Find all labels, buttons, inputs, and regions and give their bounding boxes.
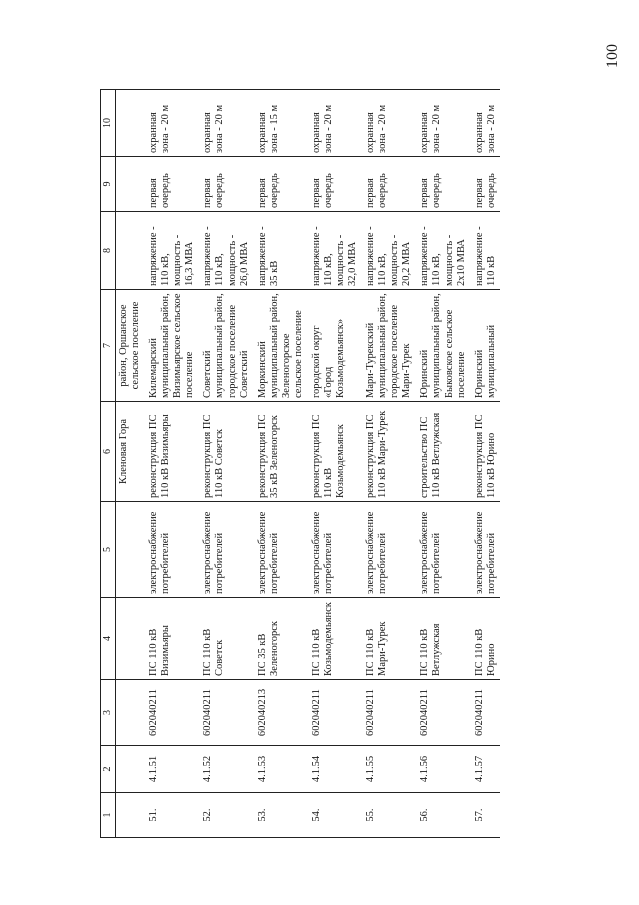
row-number-cell: 56. <box>415 793 469 838</box>
column-header-8: 8 <box>101 212 116 290</box>
object-name-cell: ПС 110 кВ Юрино <box>470 598 500 680</box>
purpose-cell: электроснабжение потребителей <box>144 502 198 598</box>
object-code-cell: 602040211 <box>415 680 469 746</box>
purpose-cell: электроснабжение потребителей <box>198 502 252 598</box>
row-number-cell: 53. <box>253 793 307 838</box>
works-cell: реконструкция ПС 110 кВ Визимьяры <box>144 402 198 502</box>
stage-cell: первая очередь <box>415 157 469 212</box>
parameters-cell: напряжение - 35 кВ <box>253 212 307 290</box>
object-code-cell: 602040213 <box>253 680 307 746</box>
column-header-4: 4 <box>101 598 116 680</box>
column-number-row <box>101 90 116 838</box>
object-code-cell: 602040211 <box>470 680 500 746</box>
object-code-cell: 602040211 <box>361 680 415 746</box>
column-header-9: 9 <box>101 157 116 212</box>
purpose-cell: электроснабжение потребителей <box>361 502 415 598</box>
location-cell: Юринский муниципальный <box>470 290 500 402</box>
works-cell: строительство ПС 110 кВ Ветлужская <box>415 402 469 502</box>
table-row <box>144 90 198 838</box>
works-cell: реконструкция ПС 110 кВ Козьмодемьянск <box>307 402 361 502</box>
location-cell: Килемарский муниципальный район, Визимьярское сельское поселение <box>144 290 198 402</box>
stage-cell: первая очередь <box>361 157 415 212</box>
stage-cell: первая очередь <box>307 157 361 212</box>
column-header-10: 10 <box>101 90 116 157</box>
row-number-cell: 54. <box>307 793 361 838</box>
object-code-cell: 602040211 <box>198 680 252 746</box>
row-number-cell: 51. <box>144 793 198 838</box>
table-row <box>307 90 361 838</box>
substation-table <box>100 89 500 838</box>
row-number-cell: 55. <box>361 793 415 838</box>
column-header-6: 6 <box>101 402 116 502</box>
parameters-cell: напряжение - 110 кВ, мощность - 2x10 МВА <box>415 212 469 290</box>
stage-cell: первая очередь <box>470 157 500 212</box>
item-code-cell: 4.1.55 <box>361 746 415 793</box>
parameters-cell: напряжение - 110 кВ, мощность - 20,2 МВА <box>361 212 415 290</box>
protection-zone-cell: охранная зона - 20 м <box>415 90 469 157</box>
carryover-col6: Кленовая Гора <box>116 402 145 502</box>
object-name-cell: ПС 110 кВ Ветлужская <box>415 598 469 680</box>
item-code-cell: 4.1.53 <box>253 746 307 793</box>
object-code-cell: 602040211 <box>144 680 198 746</box>
parameters-cell: напряжение - 110 кВ <box>470 212 500 290</box>
protection-zone-cell: охранная зона - 15 м <box>253 90 307 157</box>
protection-zone-cell: охранная зона - 20 м <box>198 90 252 157</box>
works-cell: реконструкция ПС 35 кВ Зеленогорск <box>253 402 307 502</box>
object-name-cell: ПС 35 кВ Зеленогорск <box>253 598 307 680</box>
row-number-cell: 52. <box>198 793 252 838</box>
carryover-row <box>116 90 145 838</box>
location-cell: Моркинский муниципальный район, Зеленогорское сельское поселение <box>253 290 307 402</box>
table-row <box>415 90 469 838</box>
stage-cell: первая очередь <box>253 157 307 212</box>
column-header-2: 2 <box>101 746 116 793</box>
object-name-cell: ПС 110 кВ Визимьяры <box>144 598 198 680</box>
parameters-cell: напряжение - 110 кВ, мощность - 16,3 МВА <box>144 212 198 290</box>
column-header-7: 7 <box>101 290 116 402</box>
item-code-cell: 4.1.57 <box>470 746 500 793</box>
parameters-cell: напряжение - 110 кВ, мощность - 32,0 МВА <box>307 212 361 290</box>
works-cell: реконструкция ПС 110 кВ Советск <box>198 402 252 502</box>
location-cell: Юринский муниципальный район, Быковское сельское поселение <box>415 290 469 402</box>
page-number: 100 <box>604 44 621 68</box>
purpose-cell: электроснабжение потребителей <box>415 502 469 598</box>
table-row <box>253 90 307 838</box>
table-row <box>470 90 500 838</box>
protection-zone-cell: охранная зона - 20 м <box>307 90 361 157</box>
location-cell: городской округ «Город Козьмодемьянск» <box>307 290 361 402</box>
works-cell: реконструкция ПС 110 кВ Мари-Турек <box>361 402 415 502</box>
object-name-cell: ПС 110 кВ Советск <box>198 598 252 680</box>
object-name-cell: ПС 110 кВ Мари-Турек <box>361 598 415 680</box>
row-number-cell: 57. <box>470 793 500 838</box>
item-code-cell: 4.1.51 <box>144 746 198 793</box>
protection-zone-cell: охранная зона - 20 м <box>144 90 198 157</box>
stage-cell: первая очередь <box>144 157 198 212</box>
object-name-cell: ПС 110 кВ Козьмодемьянск <box>307 598 361 680</box>
purpose-cell: электроснабжение потребителей <box>307 502 361 598</box>
location-cell: Мари-Турекский муниципальный район, городское поселение Мари-Турек <box>361 290 415 402</box>
protection-zone-cell: охранная зона - 20 м <box>470 90 500 157</box>
parameters-cell: напряжение - 110 кВ, мощность - 26,0 МВА <box>198 212 252 290</box>
table-row <box>361 90 415 838</box>
works-cell: реконструкция ПС 110 кВ Юрино <box>470 402 500 502</box>
column-header-3: 3 <box>101 680 116 746</box>
item-code-cell: 4.1.54 <box>307 746 361 793</box>
location-cell: Советский муниципальный район, городское поселение Советский <box>198 290 252 402</box>
purpose-cell: электроснабжение потребителей <box>470 502 500 598</box>
object-code-cell: 602040211 <box>307 680 361 746</box>
item-code-cell: 4.1.52 <box>198 746 252 793</box>
stage-cell: первая очередь <box>198 157 252 212</box>
carryover-col7: район, Оршанское сельское поселение <box>116 290 145 402</box>
table-row <box>198 90 252 838</box>
protection-zone-cell: охранная зона - 20 м <box>361 90 415 157</box>
document-sheet <box>100 90 639 838</box>
column-header-5: 5 <box>101 502 116 598</box>
column-header-1: 1 <box>101 793 116 838</box>
purpose-cell: электроснабжение потребителей <box>253 502 307 598</box>
item-code-cell: 4.1.56 <box>415 746 469 793</box>
